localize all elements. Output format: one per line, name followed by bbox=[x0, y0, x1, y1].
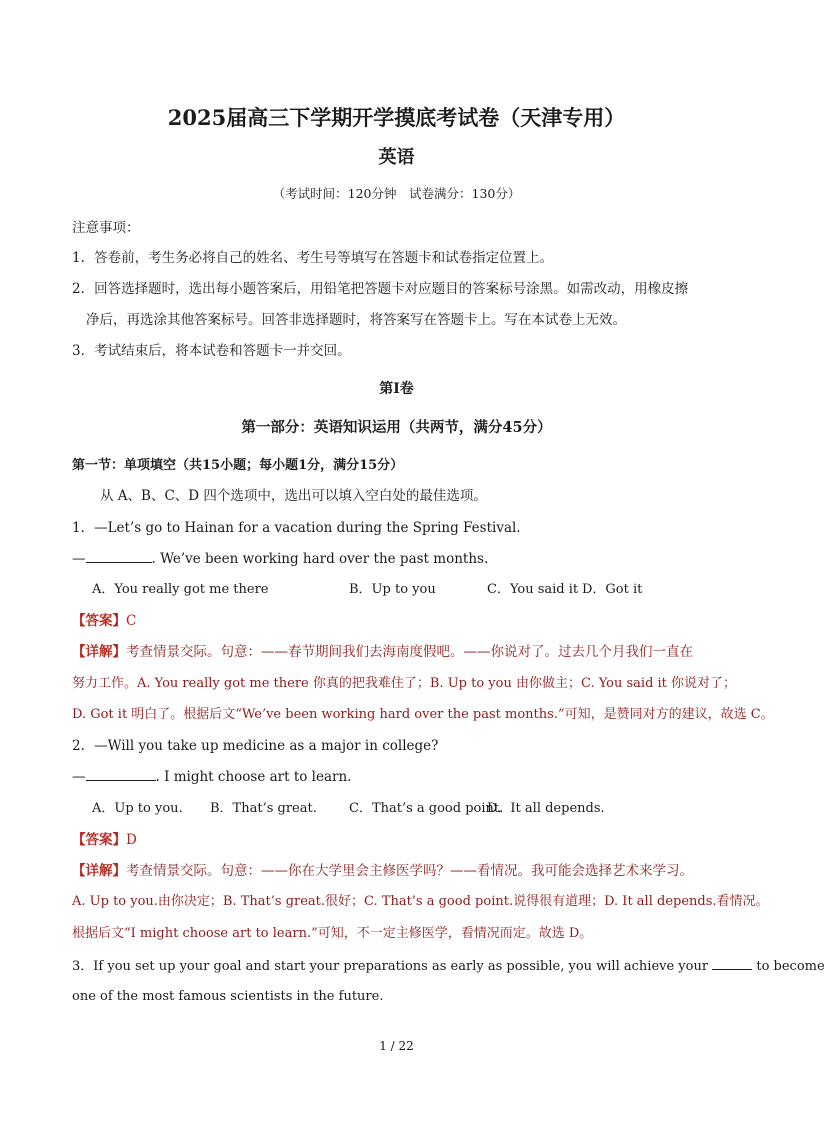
q2-option-c: C．That’s a good point. bbox=[349, 801, 504, 816]
q2-detail-1 bbox=[72, 862, 693, 880]
q1-detail-3: D. Got it 明白了。根据后文“We’ve been working hard over the past months.”可知，是赞同对方的建议，故选 C。 bbox=[72, 707, 774, 722]
q2-option-d: D．It all depends. bbox=[487, 801, 605, 816]
time-info: （考试时间：120分钟 试卷满分：130分） bbox=[272, 186, 521, 201]
q1-reply-dash: — bbox=[72, 551, 86, 567]
exam-title: 2025届高三下学期开学摸底考试卷（天津专用） bbox=[167, 105, 626, 130]
q1-answer-tag: 【答案】 bbox=[72, 613, 126, 629]
q1-blank bbox=[86, 550, 152, 563]
q3-stem bbox=[72, 957, 825, 976]
q1-detail-1 bbox=[72, 643, 693, 661]
q2-reply-dash: — bbox=[72, 769, 86, 785]
section-heading: 第一节：单项填空（共15小题；每小题1分，满分15分） bbox=[72, 458, 404, 473]
q1-reply bbox=[72, 550, 488, 568]
q1-detail-text-1: 考查情景交际。句意：——春节期间我们去海南度假吧。——你说对了。过去几个月我们一直在 bbox=[126, 644, 693, 660]
q2-answer-value: D bbox=[126, 832, 137, 848]
volume-heading: 第Ⅰ卷 bbox=[379, 381, 414, 397]
note-item-3: 3．考试结束后，将本试卷和答题卡一并交回。 bbox=[72, 343, 351, 359]
q2-option-a: A．Up to you. bbox=[92, 801, 183, 816]
q1-reply-rest: . We’ve been working hard over the past months. bbox=[151, 551, 489, 567]
q1-answer bbox=[72, 612, 136, 630]
q1-detail-tag: 【详解】 bbox=[72, 644, 126, 660]
q2-stem: 2．—Will you take up medicine as a major in college? bbox=[72, 738, 439, 754]
q1-option-c: C．You said it bbox=[487, 582, 579, 597]
notes-heading: 注意事项： bbox=[72, 220, 140, 236]
q3-stem-a: 3．If you set up your goal and start your preparations as early as possible, you will achieve your bbox=[72, 959, 709, 974]
note-item-2-cont: 净后，再选涂其他答案标号。回答非选择题时，将答案写在答题卡上。写在本试卷上无效。 bbox=[86, 312, 626, 328]
q1-detail-2: 努力工作。A. You really got me there 你真的把我难住了；B. Up to you 由你做主；C. You said it 你说对了； bbox=[72, 676, 737, 691]
subject-title: 英语 bbox=[378, 147, 415, 168]
q1-option-b: B．Up to you bbox=[349, 582, 436, 597]
q1-option-d: D．Got it bbox=[582, 582, 643, 597]
q1-answer-value: C bbox=[126, 613, 137, 629]
q2-detail-3: 根据后文“I might choose art to learn.”可知，不一定主修医学，看情况而定。故选 D。 bbox=[72, 926, 593, 941]
q2-reply bbox=[72, 768, 351, 786]
q2-answer bbox=[72, 831, 137, 849]
note-item-1: 1．答卷前，考生务必将自己的姓名、考生号等填写在答题卡和试卷指定位置上。 bbox=[72, 250, 554, 266]
q1-option-a: A．You really got me there bbox=[92, 582, 269, 597]
q2-option-b: B．That’s great. bbox=[210, 801, 317, 816]
q2-detail-tag: 【详解】 bbox=[72, 863, 126, 879]
part-heading: 第一部分：英语知识运用（共两节，满分45分） bbox=[241, 419, 552, 436]
q3-blank bbox=[712, 957, 752, 970]
q3-stem-b: to become bbox=[756, 959, 825, 974]
q2-reply-rest: . I might choose art to learn. bbox=[155, 769, 352, 785]
q2-detail-2: A. Up to you.由你决定；B. That’s great.很好；C. That’s a good point.说得很有道理；D. It all depends.看情况。 bbox=[72, 894, 769, 909]
instruction: 从 A、B、C、D 四个选项中，选出可以填入空白处的最佳选项。 bbox=[100, 488, 487, 504]
page-number: 1 / 22 bbox=[379, 1039, 414, 1053]
q2-answer-tag: 【答案】 bbox=[72, 832, 126, 848]
q2-detail-text-1: 考查情景交际。句意：——你在大学里会主修医学吗？——看情况。我可能会选择艺术来学习。 bbox=[126, 863, 693, 879]
q1-stem: 1．—Let’s go to Hainan for a vacation during the Spring Festival. bbox=[72, 520, 521, 536]
q3-stem-cont: one of the most famous scientists in the future. bbox=[72, 989, 384, 1004]
q2-blank bbox=[86, 768, 156, 781]
note-item-2: 2．回答选择题时，选出每小题答案后，用铅笔把答题卡对应题目的答案标号涂黑。如需改动，用橡皮擦 bbox=[72, 281, 689, 297]
